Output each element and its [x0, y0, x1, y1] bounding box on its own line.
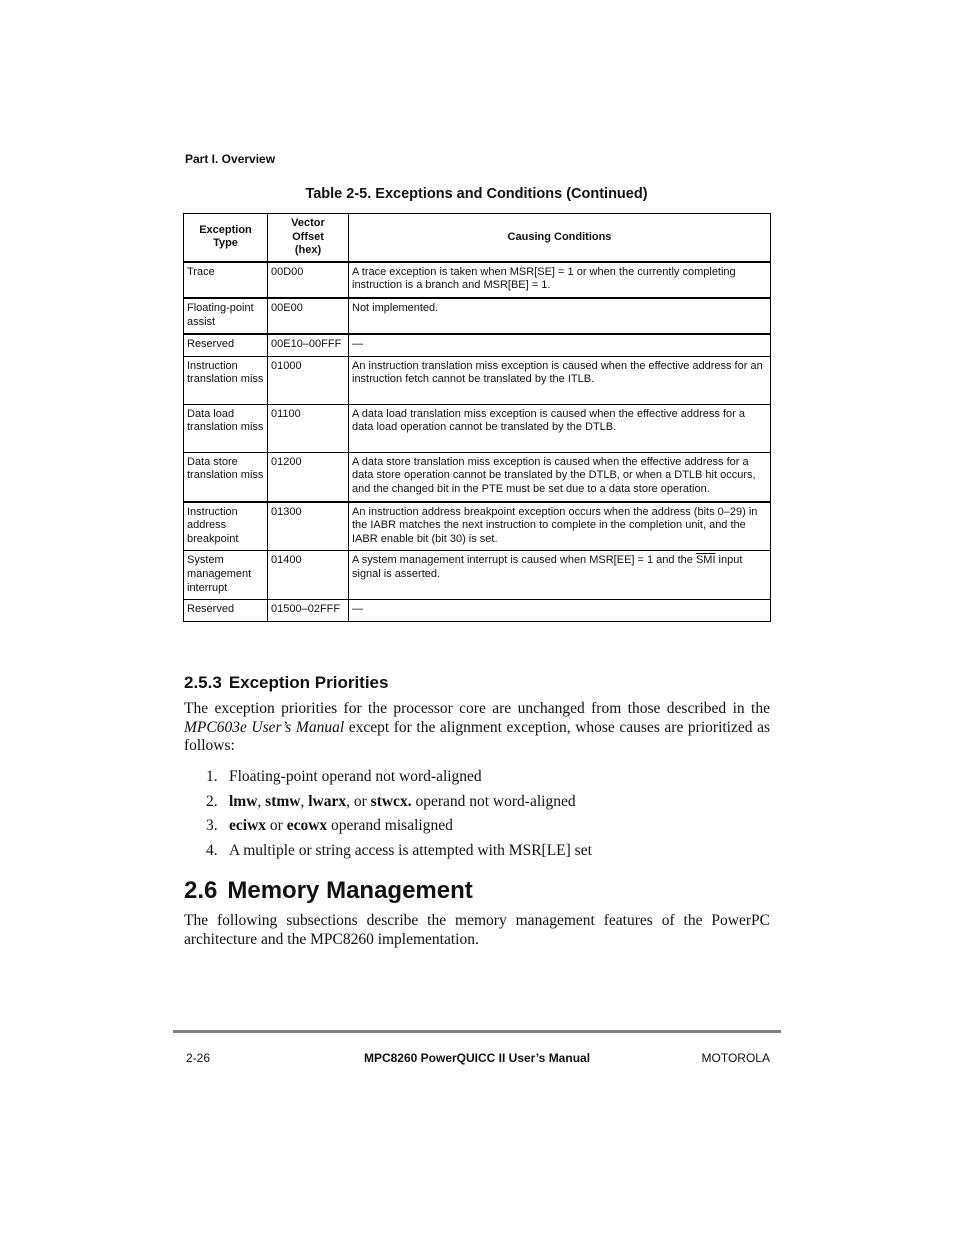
cell-exception-type: Instruction translation miss [184, 356, 268, 404]
table-row [184, 334, 771, 356]
instruction-stmw: stmw [265, 792, 301, 810]
table-row [184, 600, 771, 622]
cell-vector-offset: 01300 [268, 502, 349, 551]
list-item [206, 792, 592, 817]
section-heading-exception-priorities [184, 673, 388, 693]
cell-causing-conditions: A data load translation miss exception is caused when the effective address for a data load operation cannot be translated by the DTLB. [349, 404, 771, 452]
cell-exception-type: System management interrupt [184, 551, 268, 600]
cell-exception-type: Reserved [184, 600, 268, 622]
instruction-stwcx: stwcx. [370, 792, 412, 810]
table-row [184, 404, 771, 452]
list-item [206, 767, 592, 792]
cell-vector-offset: 01400 [268, 551, 349, 600]
table-title: Table 2-5. Exceptions and Conditions (Continued) [305, 186, 648, 202]
cell-causing-conditions: Not implemented. [349, 298, 771, 334]
table-header-row [184, 214, 771, 262]
table-row [184, 551, 771, 600]
list-text: operand misaligned [327, 817, 453, 834]
cell-exception-type: Reserved [184, 334, 268, 356]
cell-causing-conditions: An instruction translation miss exception is caused when the effective address for an instruction fetch cannot be translated by the ITLB. [349, 356, 771, 404]
cell-exception-type: Instruction address breakpoint [184, 502, 268, 551]
cell-vector-offset: 00E10–00FFF [268, 334, 349, 356]
cell-exception-type: Data store translation miss [184, 452, 268, 501]
column-header-vector-offset: Vector Offset (hex) [268, 214, 349, 262]
instruction-lmw: lmw [229, 792, 258, 810]
footer-rule [173, 1030, 781, 1033]
cell-vector-offset: 01100 [268, 404, 349, 452]
instruction-eciwx: eciwx [229, 817, 267, 834]
list-text: or [266, 817, 287, 834]
cell-vector-offset: 00D00 [268, 262, 349, 298]
instruction-ecowx: ecowx [286, 817, 328, 834]
list-text: A multiple or string access is attempted with MSR[LE] set [229, 841, 592, 859]
instruction-lwarx: lwarx [308, 792, 347, 810]
footer-manual-title: MPC8260 PowerQUICC II User’s Manual [363, 1051, 591, 1065]
section-title: Memory Management [227, 877, 473, 904]
column-header-exception-type: Exception Type [184, 214, 268, 262]
cell-causing-conditions: A trace exception is taken when MSR[SE] = 1 or when the currently completing instruction is a branch and MSR[BE] = 1. [349, 262, 771, 298]
cell-causing-conditions: An instruction address breakpoint exception occurs when the address (bits 0–29) in the IABR matches the next instruction to complete in the completion unit, and the IABR enable bit (bit 30) is set. [349, 502, 771, 551]
list-text: , [300, 792, 309, 810]
part-header: Part I. Overview [185, 152, 276, 166]
list-number: 3. [206, 817, 218, 834]
column-header-causing-conditions: Causing Conditions [349, 214, 771, 262]
cell-vector-offset: 01200 [268, 452, 349, 501]
section-number: 2.5.3 [184, 673, 222, 692]
priority-list [206, 767, 592, 865]
conditions-text-pre: A system management interrupt is caused when MSR[EE] = 1 and the [352, 554, 696, 567]
footer-brand: MOTOROLA [701, 1051, 770, 1065]
cell-exception-type: Trace [184, 262, 268, 298]
list-number: 2. [206, 792, 218, 810]
cell-causing-conditions: — [349, 334, 771, 356]
list-item [206, 816, 592, 841]
cell-vector-offset: 00E00 [268, 298, 349, 334]
table-row [184, 452, 771, 501]
cell-causing-conditions: A data store translation miss exception is caused when the effective address for a data store operation cannot be translated by the DTLB, or when a DTLB hit occurs, and the changed bit in the PTE must be set due to a data store operation. [349, 452, 771, 501]
manual-reference: MPC603e User’s Manual [184, 718, 345, 736]
section-title: Exception Priorities [228, 673, 389, 692]
list-number: 1. [206, 768, 218, 785]
list-text: Floating-point operand not word-aligned [229, 768, 482, 785]
cell-causing-conditions [349, 551, 771, 600]
table-row [184, 502, 771, 551]
paragraph-text: The exception priorities for the processor core are unchanged from those described in the [184, 700, 770, 717]
conditions-text-post: input signal is asserted. [352, 554, 743, 580]
table-row [184, 298, 771, 334]
table-row [184, 262, 771, 298]
cell-causing-conditions: — [349, 600, 771, 622]
smi-signal: $\overline{SMI}$ [695, 554, 716, 567]
cell-vector-offset: 01500–02FFF [268, 600, 349, 622]
section-heading-memory-management [184, 877, 473, 905]
exceptions-table [183, 213, 771, 622]
table-row [184, 356, 771, 404]
footer-page-number: 2-26 [186, 1051, 211, 1065]
list-text: operand not word-aligned [411, 792, 576, 810]
cell-exception-type: Data load translation miss [184, 404, 268, 452]
cell-vector-offset: 01000 [268, 356, 349, 404]
list-item [206, 841, 592, 866]
memory-management-paragraph: The following subsections describe the memory management features of the PowerPC architecture and the MPC8260 implementation. [184, 912, 770, 948]
list-number: 4. [206, 841, 218, 859]
cell-exception-type: Floating-point assist [184, 298, 268, 334]
list-text: , [257, 792, 266, 810]
section-number: 2.6 [184, 877, 218, 904]
list-text: , or [346, 792, 371, 810]
paragraph-text: except for the alignment exception, whose causes are prioritized as follows: [184, 718, 770, 754]
exception-priorities-paragraph [184, 700, 770, 756]
